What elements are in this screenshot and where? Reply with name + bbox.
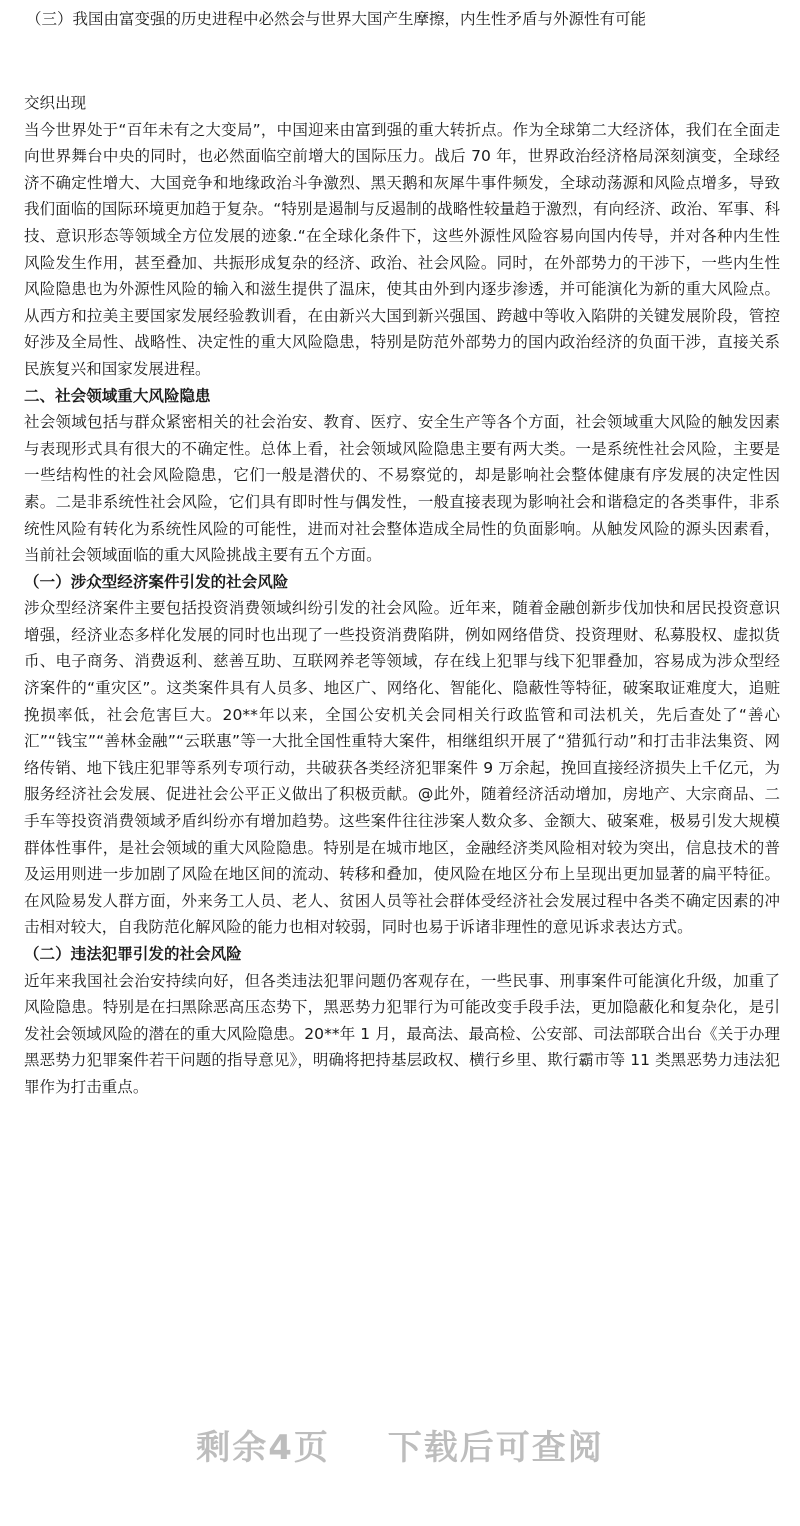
document-body <box>24 90 780 1101</box>
paragraph: 交织出现 <box>24 94 87 112</box>
paragraph: 近年来我国社会治安持续向好，但各类违法犯罪问题仍客观存在，一些民事、刑事案件可能演化升级，加重了风险隐患。特别是在扫黑除恶高压态势下，黑恶势力犯罪行为可能改变手段手法，更加隐蔽化和复杂化，是引发社会领域风险的潜在的重大风险隐患。20**年 1 月，最高法、最高检、公安部、司法部联合出台《关于办理黑恶势力犯罪案件若干问题的指导意见》，明确将把持基层政权、横行乡里、欺行霸市等 11 类黑恶势力违法犯罪作为打击重点。 <box>24 971 780 1096</box>
download-banner[interactable] <box>0 1420 800 1469</box>
paragraph: 社会领域包括与群众紧密相关的社会治安、教育、医疗、安全生产等各个方面，社会领域重大风险的触发因素与表现形式具有很大的不确定性。总体上看，社会领域风险隐患主要有两大类。一是系统性社会风险，主要是一些结构性的社会风险隐患，它们一般是潜伏的、不易察觉的，却是影响社会整体健康有序发展的决定性因素。二是非系统性社会风险，它们具有即时性与偶发性，一般直接表现为影响社会和谐稳定的各类事件，非系统性风险有转化为系统性风险的可能性，进而对社会整体造成全局性的负面影响。从触发风险的源头因素看，当前社会领域面临的重大风险挑战主要有五个方面。 <box>24 413 780 565</box>
download-prompt-label: 下载后可查阅 <box>387 1428 604 1468</box>
section-heading: （一）涉众型经济案件引发的社会风险 <box>24 572 289 591</box>
paragraph: 涉众型经济案件主要包括投资消费领域纠纷引发的社会风险。近年来，随着金融创新步伐加快和居民投资意识增强，经济业态多样化发展的同时也出现了一些投资消费陷阱，例如网络借贷、投资理财、私募股权、虚拟货币、电子商务、消费返利、慈善互助、互联网养老等领域，存在线上犯罪与线下犯罪叠加，容易成为涉众型经济案件的“重灾区”。这类案件具有人员多、地区广、网络化、智能化、隐蔽性等特征，破案取证难度大，追赃挽损率低，社会危害巨大。20**年以来，全国公安机关会同相关行政监管和司法机关，先后查处了“善心汇”“钱宝”“善林金融”“云联惠”等一大批全国性重特大案件，相继组织开展了“猎狐行动”和打击非法集资、网络传销、地下钱庄犯罪等系列专项行动，共破获各类经济犯罪案件 9 万余起，挽回直接经济损失上千亿元，为服务经济社会发展、促进社会公平正义做出了积极贡献。@此外，随着经济活动增加，房地产、大宗商品、二手车等投资消费领域矛盾纠纷亦有增加趋势。这些案件往往涉案人数众多、金额大、破案难，极易引发大规模群体性事件，是社会领域的重大风险隐患。特别是在城市地区，金融经济类风险相对较为突出，信息技术的普及运用则进一步加剧了风险在地区间的流动、转移和叠加，使风险在地区分布上呈现出更加显著的扁平特征。在风险易发人群方面，外来务工人员、老人、贫困人员等社会群体受经济社会发展过程中各类不确定因素的冲击相对较大，自我防范化解风险的能力也相对较弱，同时也易于诉诸非理性的意见诉求表达方式。 <box>24 599 780 937</box>
paragraph: 当今世界处于“百年未有之大变局”，中国迎来由富到强的重大转折点。作为全球第二大经济体，我们在全面走向世界舞台中央的同时，也必然面临空前增大的国际压力。战后 70 年，世界政治经济格局深刻演变，全球经济不确定性增大、大国竞争和地缘政治斗争激烈、黑天鹅和灰犀牛事件频发，全球动荡源和风险点增多，导致我们面临的国际环境更加趋于复杂。“特别是遏制与反遏制的战略性较量趋于激烈，有向经济、政治、军事、科技、意识形态等领域全方位发展的迹象.“在全球化条件下，这些外源性风险容易向国内传导，并对各种内生性风险发生作用，甚至叠加、共振形成复杂的经济、政治、社会风险。同时，在外部势力的干涉下，一些内生性风险隐患也为外源性风险的输入和滋生提供了温床，使其由外到内逐步渗透，并可能演化为新的重大风险点。从西方和拉美主要国家发展经验教训看，在由新兴大国到新兴强国、跨越中等收入陷阱的关键发展阶段，管控好涉及全局性、战略性、决定性的重大风险隐患，特别是防范外部势力的国内政治经济的负面干涉，直接关系民族复兴和国家发展进程。 <box>24 120 780 378</box>
remaining-pages-label: 剩余4页 <box>196 1428 330 1468</box>
section-heading-partial: （三）我国由富变强的历史进程中必然会与世界大国产生摩擦，内生性矛盾与外源性有可能 <box>26 10 647 28</box>
section-heading: （二）违法犯罪引发的社会风险 <box>24 945 242 963</box>
section-heading: 二、社会领域重大风险隐患 <box>24 386 211 405</box>
